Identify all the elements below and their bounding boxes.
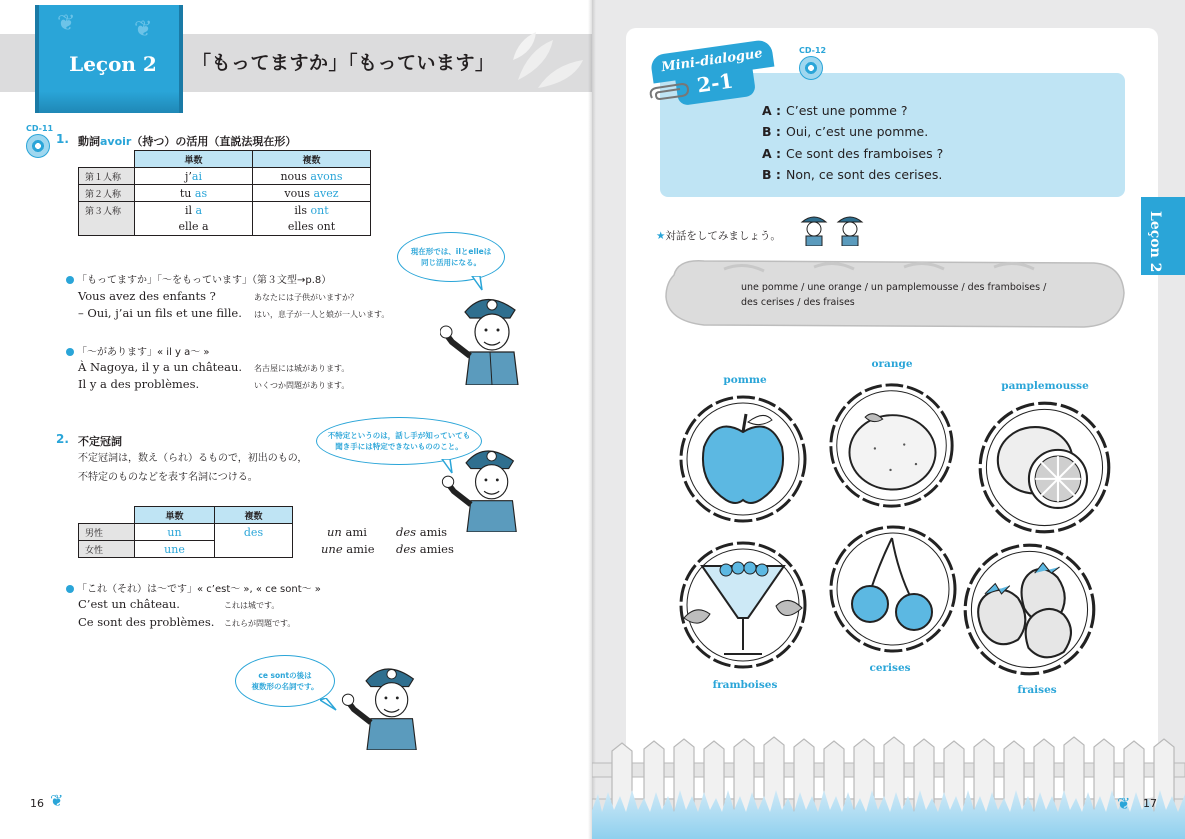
speech-bubble: ce sontの後は 複数形の名詞です。	[235, 655, 335, 707]
japanese-translation: はい，息子が一人と娘が一人います。	[254, 310, 390, 319]
grass-illustration	[592, 790, 1185, 839]
fruit-label-framboises: framboises	[712, 679, 778, 691]
orange-icon	[826, 380, 958, 512]
french-example: Vous avez des enfants ?	[78, 289, 216, 303]
point-title: 「～があります」« il y a～ »	[66, 343, 210, 358]
table-header: 複数	[253, 151, 371, 168]
french-example: – Oui, j’ai un fils et une fille.	[78, 306, 242, 320]
row-label: 第２人称	[79, 185, 135, 202]
leaf-icon: ❦	[50, 791, 64, 810]
lesson-title: Leçon 2	[69, 52, 157, 76]
lesson-side-tab: Leçon 2	[1141, 197, 1185, 275]
french-example: Il y a des problèmes.	[78, 377, 200, 391]
article-table	[78, 506, 293, 558]
leaf-icon: ❦	[57, 11, 76, 36]
row-label: 第１人称	[79, 168, 135, 185]
table-header: 単数	[135, 151, 253, 168]
table-header: 複数	[215, 507, 293, 524]
body-text: 不定冠詞は，数え（られ）るもので，初出のもの，	[78, 453, 308, 464]
leaf-icon: ❦	[134, 17, 153, 42]
cd-icon[interactable]	[26, 134, 50, 158]
cell: vous avez	[253, 185, 371, 202]
dialogue-line: B : Non, ce sont des cerises.	[762, 167, 943, 182]
two-characters-icon	[798, 212, 868, 246]
french-example: Ce sont des problèmes.	[78, 615, 215, 629]
dialogue-line: B : Oui, c’est une pomme.	[762, 124, 929, 139]
bubble-tail-icon	[320, 698, 338, 712]
row-label: 女性	[79, 541, 135, 558]
french-example: C’est un château.	[78, 597, 180, 611]
japanese-translation: これらが問題です。	[224, 619, 296, 628]
article-example: des amies	[396, 542, 454, 556]
fruit-label-pamplemousse: pamplemousse	[1001, 380, 1089, 392]
speech-bubble: 現在形では、ilとelleは 同じ活用になる。	[397, 232, 505, 282]
fruit-label-cerises: cerises	[869, 662, 911, 674]
cd-label: CD-11	[26, 124, 54, 133]
cell: tu as	[135, 185, 253, 202]
speech-bubble: 不特定というのは，話し手が知っていても 聞き手には特定できないもののこと。	[316, 417, 482, 465]
row-label: 男性	[79, 524, 135, 541]
raspberries-icon	[676, 538, 811, 673]
practice-instruction: ★対話をしてみましょう。	[656, 230, 781, 242]
point-title: 「もってますか」「～をもっています」（第３文型→p.8）	[66, 271, 331, 286]
section-title: 動詞avoir（持つ）の活用（直説法現在形）	[78, 135, 297, 148]
table-row	[79, 524, 293, 541]
paper-clip-icon	[646, 80, 690, 106]
avoir-conjugation-table	[78, 150, 371, 236]
page-gutter	[588, 0, 596, 839]
article-example: une amie	[321, 542, 375, 556]
article-example: des amis	[396, 525, 448, 539]
table-row	[79, 168, 371, 185]
japanese-translation: いくつか問題があります。	[254, 381, 350, 390]
fruit-label-fraises: fraises	[1017, 684, 1057, 696]
dialogue-line: A : C’est une pomme ?	[762, 103, 908, 118]
cell: des	[215, 524, 293, 558]
cell: un	[135, 524, 215, 541]
cell: ils ont	[253, 202, 371, 219]
cell: elles ont	[253, 219, 371, 236]
cell: j’ai	[135, 168, 253, 185]
row-label: 第３人称	[79, 202, 135, 236]
dialogue-line: A : Ce sont des framboises ?	[762, 146, 944, 161]
japanese-translation: これは城です。	[224, 601, 280, 610]
cell: il a	[135, 202, 253, 219]
cell: nous avons	[253, 168, 371, 185]
body-text: 不特定のものなどを表す名詞につける。	[78, 472, 258, 483]
section-title: 不定冠詞	[78, 435, 122, 448]
leaf-icon: ❦	[1117, 794, 1131, 813]
left-page	[0, 0, 592, 839]
page-number: 16	[30, 797, 44, 810]
article-example: un ami	[327, 525, 367, 539]
page-heading: 「もってますか」「もっています」	[192, 52, 495, 74]
page-number: 17	[1143, 797, 1157, 810]
table-row	[79, 202, 371, 219]
vocabulary-list: une pomme / une orange / un pamplemousse / des framboises / des cerises / des fraises	[741, 282, 1047, 308]
cell: elle a	[135, 219, 253, 236]
table-corner	[79, 507, 135, 524]
section-number: 1.	[56, 132, 69, 146]
table-corner	[79, 151, 135, 168]
japanese-translation: あなたには子供がいますか？	[254, 293, 358, 302]
cherries-icon	[826, 522, 961, 657]
cell: une	[135, 541, 215, 558]
leaf-decoration-icon	[508, 30, 588, 90]
napoleon-character-icon	[440, 290, 530, 385]
apple-icon	[676, 392, 811, 527]
section-number: 2.	[56, 432, 69, 446]
napoleon-character-icon	[340, 660, 430, 750]
star-icon: ★	[656, 230, 666, 242]
japanese-translation: 名古屋には城があります。	[254, 364, 350, 373]
french-example: À Nagoya, il y a un château.	[78, 360, 243, 374]
point-title: 「これ（それ）は～です」« c’est～ », « ce sont～ »	[66, 580, 321, 595]
cd-icon[interactable]	[799, 56, 823, 80]
strawberries-icon	[960, 540, 1100, 680]
badge-number: 2-1	[695, 68, 735, 98]
table-header: 単数	[135, 507, 215, 524]
badge-title: Mini-dialogue	[650, 39, 775, 84]
fruit-label-orange: orange	[871, 358, 913, 370]
lesson-tab	[35, 5, 183, 113]
cd-label: CD-12	[799, 46, 827, 55]
grapefruit-icon	[975, 398, 1115, 538]
napoleon-character-icon	[440, 442, 530, 532]
fruit-label-pomme: pomme	[723, 374, 767, 386]
table-row	[79, 185, 371, 202]
